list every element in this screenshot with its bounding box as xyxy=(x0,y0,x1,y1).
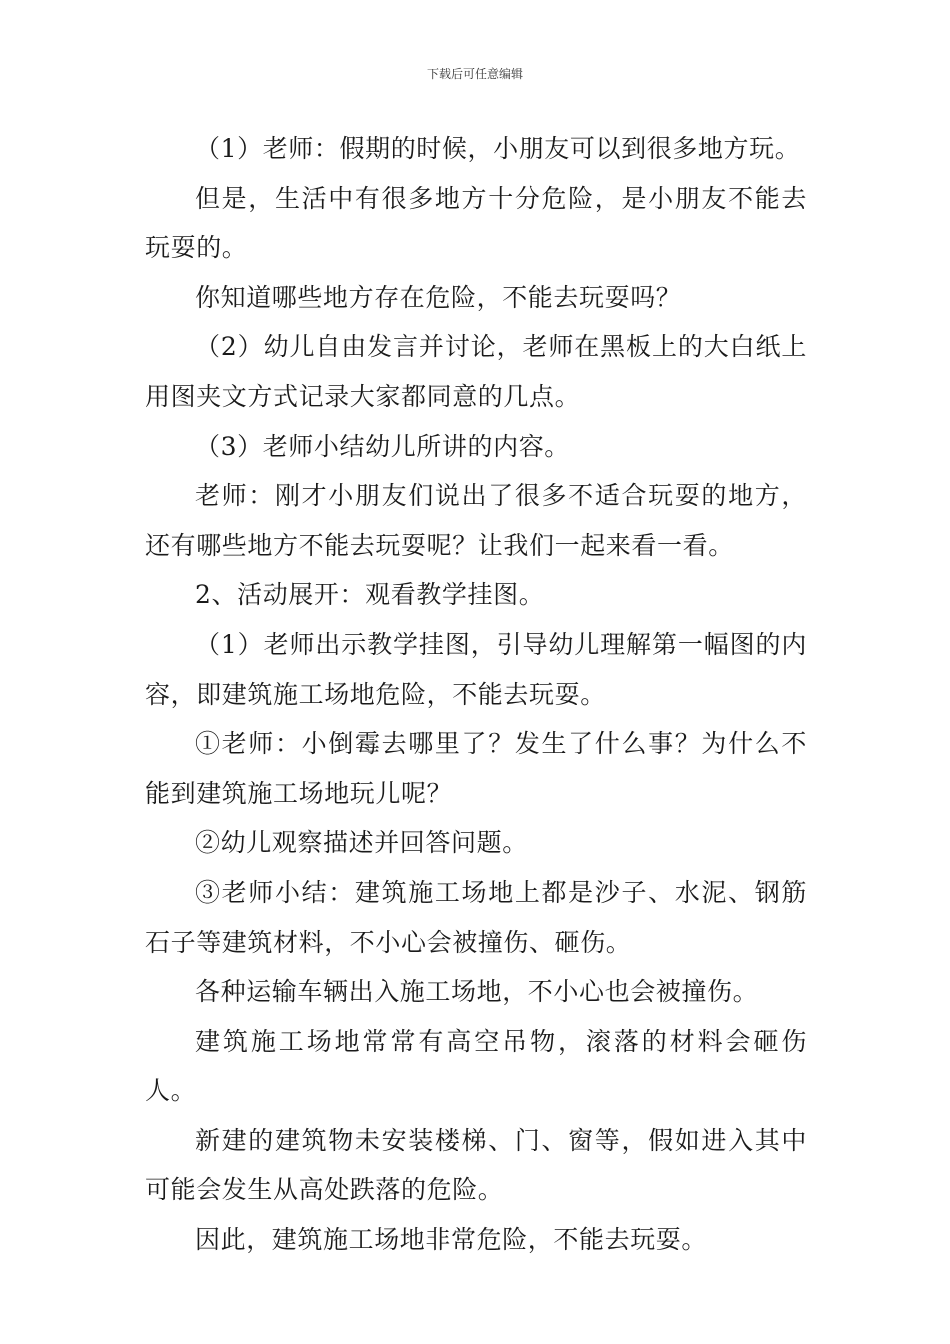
paragraph-6: 老师：刚才小朋友们说出了很多不适合玩耍的地方，还有哪些地方不能去玩耍呢？让我们一起来看一看。 xyxy=(145,481,807,560)
paragraph-5: （3）老师小结幼儿所讲的内容。 xyxy=(195,431,570,461)
paragraph-9: ①老师：小倒霉去哪里了？发生了什么事？为什么不能到建筑施工场地玩儿呢？ xyxy=(145,729,807,808)
paragraph-1: （1）老师：假期的时候，小朋友可以到很多地方玩。 xyxy=(195,134,801,163)
paragraph-2: 但是，生活中有很多地方十分危险，是小朋友不能去玩耍的。 xyxy=(145,183,807,263)
paragraph-15: 因此，建筑施工场地非常危险，不能去玩耍。 xyxy=(195,1225,708,1255)
paragraph-7: 2、活动展开：观看教学挂图。 xyxy=(195,580,545,610)
paragraph-13: 建筑施工场地常常有高空吊物，滚落的材料会砸伤人。 xyxy=(145,1026,807,1106)
paragraph-14: 新建的建筑物未安装楼梯、门、窗等，假如进入其中可能会发生从高处跌落的危险。 xyxy=(145,1125,807,1205)
paragraph-8: （1）老师出示教学挂图，引导幼儿理解第一幅图的内容，即建筑施工场地危险，不能去玩耍。 xyxy=(145,629,807,709)
paragraph-12: 各种运输车辆出入施工场地，不小心也会被撞伤。 xyxy=(195,977,759,1007)
paragraph-4: （2）幼儿自由发言并讨论，老师在黑板上的大白纸上用图夹文方式记录大家都同意的几点。 xyxy=(145,332,807,411)
page-header: 下载后可任意编辑 xyxy=(426,67,523,81)
paragraph-3: 你知道哪些地方存在危险，不能去玩耍吗？ xyxy=(195,282,682,312)
paragraph-11: ③老师小结：建筑施工场地上都是沙子、水泥、钢筋石子等建筑材料，不小心会被撞伤、砸伤。 xyxy=(145,877,807,957)
paragraph-10: ②幼儿观察描述并回答问题。 xyxy=(195,828,528,858)
document-body xyxy=(145,124,807,1265)
